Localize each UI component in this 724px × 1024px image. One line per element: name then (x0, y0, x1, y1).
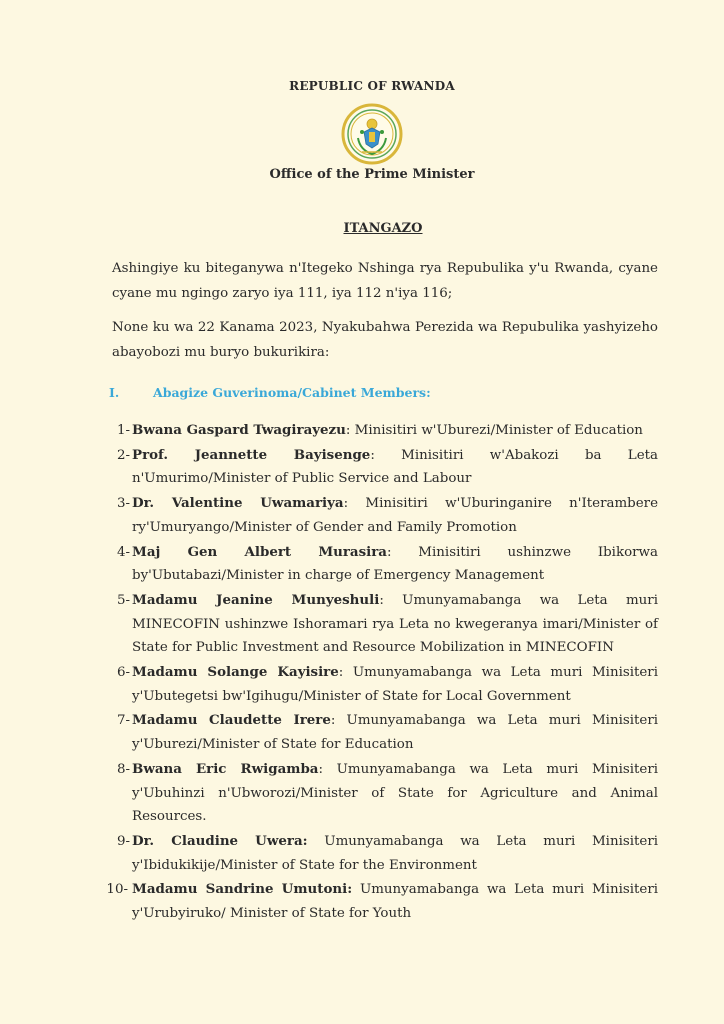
appointee-role: Umunyamabanga wa Leta muri Minisiteri y'Urubyiruko/ Minister of State for Youth (132, 882, 658, 922)
item-number: 2- (116, 447, 130, 463)
item-number: 3- (116, 496, 130, 512)
item-number: 5- (116, 592, 130, 608)
appointee-name: Dr. Claudine Uwera: (132, 832, 308, 849)
item-number: 9- (116, 833, 130, 849)
item-number: 10- (106, 882, 128, 898)
intro-paragraph: Ashingiye ku biteganywa n'Itegeko Nshinga rya Repubulika y'u Rwanda, cyane cyane mu ngingo zaryo iya 111, iya 112 n'iya 116; (112, 261, 658, 301)
list-item (102, 758, 658, 829)
list-item (102, 830, 658, 877)
appointee-role: : Umunyamabanga wa Leta muri MINECOFIN ushinzwe Ishoramari rya Leta no kwegeranya imari/Minister of State for Public Investment and Resource Mobilization in MINECOFIN (132, 592, 658, 656)
list-item (102, 444, 658, 491)
appointments-list (102, 419, 658, 926)
list-item (102, 878, 658, 925)
list-item (102, 589, 658, 660)
list-item (102, 541, 658, 588)
appointee-role: Umunyamabanga wa Leta muri Minisiteri y'Ibidukikije/Minister of State for the Environment (132, 833, 659, 873)
appointee-name: Bwana Gaspard Twagirayezu (132, 422, 346, 438)
office-heading: Office of the Prime Minister (269, 167, 475, 182)
appointee-name: Prof. Jeannette Bayisenge (132, 446, 371, 463)
appointee-role: : Minisitiri w'Uburezi/Minister of Education (345, 423, 643, 438)
appointee-name: Madamu Sandrine Umutoni: (132, 881, 353, 898)
item-number: 8- (116, 761, 130, 777)
appointee-role: : Umunyamabanga wa Leta muri Minisiteri y'Ubutegetsi bw'Igihugu/Minister of State for Local Government (132, 665, 658, 704)
list-item (102, 661, 658, 708)
appointee-name: Dr. Valentine Uwamariya (132, 495, 344, 512)
section-heading (109, 385, 669, 400)
list-item (102, 492, 658, 539)
item-number: 1- (116, 423, 130, 438)
list-item (102, 709, 658, 756)
item-number: 6- (116, 665, 130, 681)
appointee-name: Madamu Solange Kayisire (132, 664, 339, 681)
rwanda-seal-icon (340, 102, 404, 166)
appointee-name: Maj Gen Albert Murasira (132, 543, 387, 560)
list-item (102, 419, 658, 443)
appointee-role: : Umunyamabanga wa Leta muri Minisiteri y'Ubuhinzi n'Ubworozi/Minister of State for Agriculture and Animal Resources. (132, 761, 659, 825)
item-number: 7- (116, 713, 130, 729)
section-title: Abagize Guverinoma/Cabinet Members: (153, 385, 431, 400)
appointee-role: : Minisitiri w'Abakozi ba Leta n'Umurimo/Minister of Public Service and Labour (132, 447, 658, 487)
announcement-paragraph: None ku wa 22 Kanama 2023, Nyakubahwa Perezida wa Repubulika yashyizeho abayobozi mu buryo bukurikira: (112, 320, 658, 360)
document-title: ITANGAZO (343, 221, 423, 236)
section-number: I. (109, 385, 120, 400)
appointee-name: Madamu Claudette Irere (132, 712, 331, 729)
country-heading: REPUBLIC OF RWANDA (289, 79, 455, 93)
appointee-role: : Minisitiri ushinzwe Ibikorwa by'Ubutabazi/Minister in charge of Emergency Management (132, 544, 658, 584)
appointee-role: : Umunyamabanga wa Leta muri Minisiteri y'Uburezi/Minister of State for Education (132, 713, 658, 753)
appointee-name: Madamu Jeanine Munyeshuli (132, 591, 380, 608)
appointee-name: Bwana Eric Rwigamba (132, 760, 319, 777)
appointee-role: : Minisitiri w'Uburinganire n'Iterambere ry'Umuryango/Minister of Gender and Family Promotion (132, 496, 658, 535)
item-number: 4- (116, 544, 130, 560)
